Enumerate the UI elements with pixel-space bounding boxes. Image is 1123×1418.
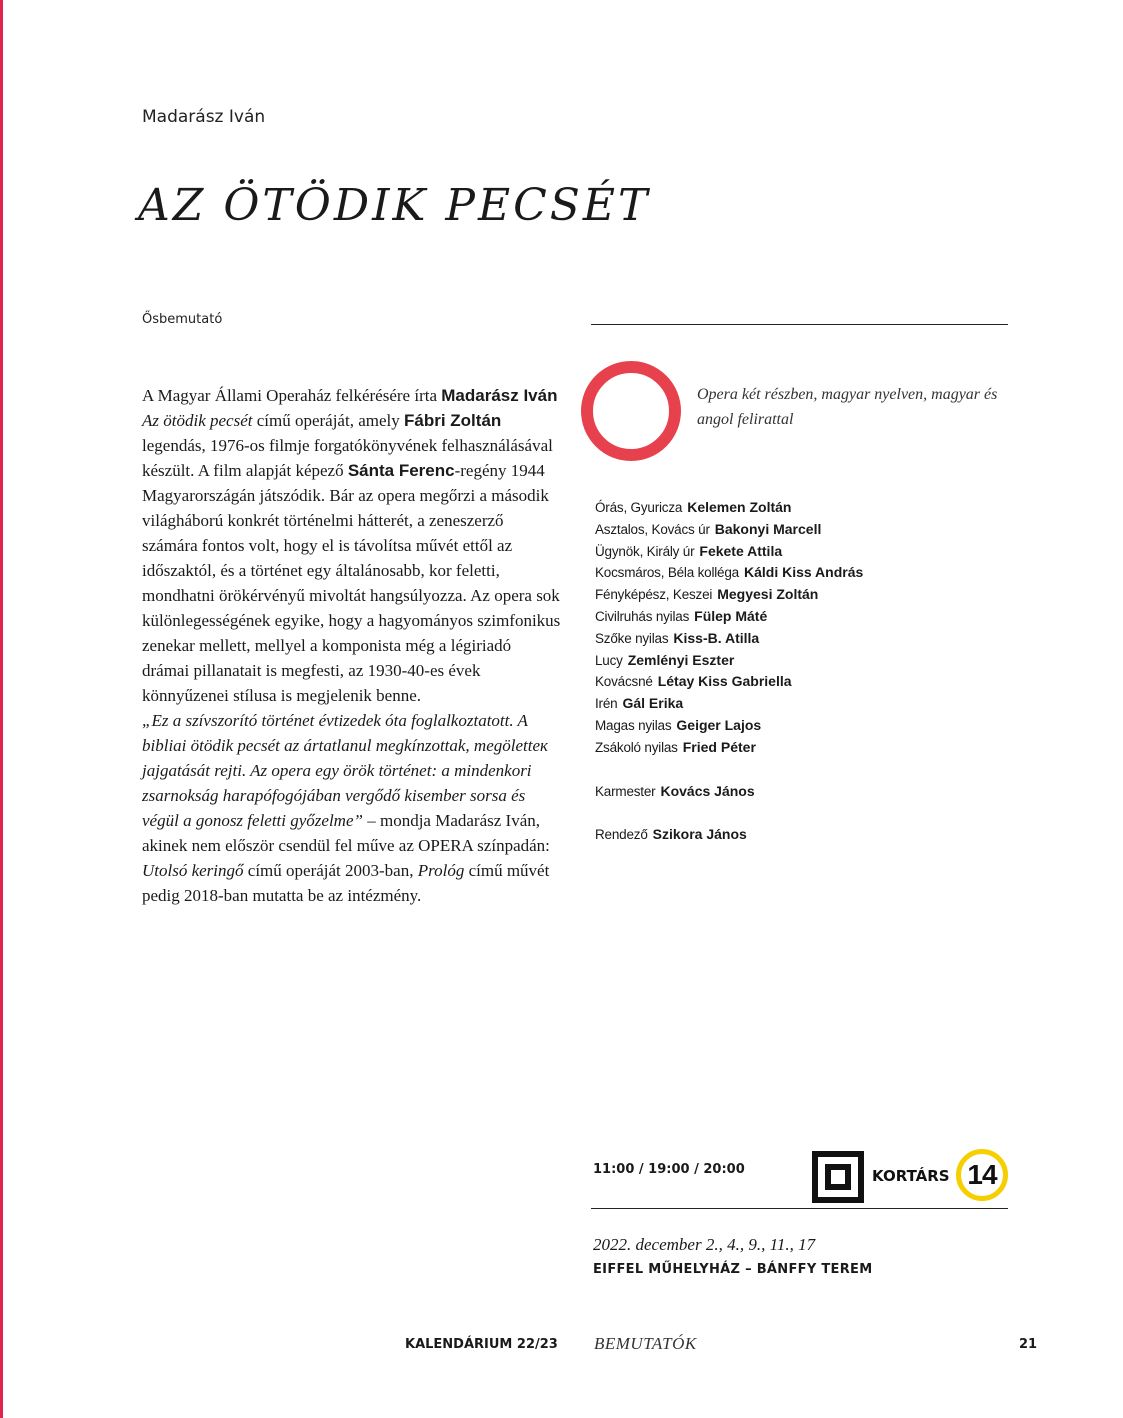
footer-section: BEMUTATÓK: [594, 1334, 697, 1353]
cast-row: Asztalos, Kovács úr Bakonyi Marcell: [595, 520, 822, 537]
page-title: AZ ÖTÖDIK PECSÉT: [138, 180, 651, 231]
intro-paragraph: A Magyar Állami Operaház felkérésére írta Madarász Iván Az ötödik pecsét című operáját, amely Fábri Zoltán legendás, 1976-os filmje forgatókönyvének felhasználásával készült. A film alapját képező Sánta Ferenc-regény 1944 Magyarországán játszódik. Bár az opera megőrzi a második világháború konkrét történelmi hátterét, a zeneszerző számára fontos volt, hogy el is távolítsa művét ettől az időszaktól, és a történet egy általánosabb, kor feletti, mondhatni örökérvényű mivoltát hangsúlyozza. Az opera sok különlegességének egyike, hogy a hagyományos szimfonikus zenekar mellett, mellyel a komponista még a légiriadó drámai pillanatait is megfesti, az 1930-40-es évek könnyűzenei stílusa is megjelenik benne.: [142, 386, 561, 705]
premiere-label: Ősbemutató: [142, 312, 223, 327]
quote-paragraph: „Ez a szívszorító történet évtizedek óta foglalkoztatott. A bibliai ötödik pecsét az ártatlanul megkínzottak, megöletteк jajgatását rejti. Az opera egy örök történet: a mindenkori zsarnokság harapófogójában vergődő kisember sorsa és végül a gonosz feletti győzelme” – mondja Madarász Iván, akinek nem először csendül fel műve az OPERA színpadán: Utolsó keringő című operáját 2003-ban, Prológ című művét pedig 2018-ban mutatta be az intézmény.: [142, 711, 550, 905]
author-name: Madarász Iván: [142, 107, 266, 127]
intro-text: [142, 383, 562, 908]
category-label: KORTÁRS: [872, 1167, 950, 1185]
contemporary-square-icon: [812, 1151, 864, 1203]
cast-row: Kovácsné Létay Kiss Gabriella: [595, 673, 792, 690]
cast-row: Zsákoló nyilas Fried Péter: [595, 738, 756, 755]
footer-publication: KALENDÁRIUM 22/23: [405, 1337, 558, 1352]
cast-row: Szőke nyilas Kiss-B. Atilla: [595, 629, 760, 646]
genre-description: Opera két részben, magyar nyelven, magyar és angol felirattal: [697, 386, 998, 428]
performance-dates: 2022. december 2., 4., 9., 11., 17: [593, 1235, 816, 1254]
page-number: 21: [1019, 1337, 1038, 1352]
cast-row: Lucy Zemlényi Eszter: [595, 651, 735, 668]
red-ring-icon: [581, 361, 681, 461]
page-edge-rule: [0, 0, 3, 1418]
venue-name: EIFFEL MŰHELYHÁZ – BÁNFFY TEREM: [593, 1262, 873, 1277]
bottom-divider: [591, 1208, 1008, 1209]
cast-list: [595, 497, 863, 846]
director-row: Rendező Szikora János: [595, 826, 747, 843]
cast-row: Fényképész, Keszei Megyesi Zoltán: [595, 586, 819, 603]
cast-row: Ügynök, Király úr Fekete Attila: [595, 542, 783, 559]
conductor-row: Karmester Kovács János: [595, 782, 755, 799]
cast-row: Kocsmáros, Béla kolléga Káldi Kiss András: [595, 564, 864, 581]
top-divider: [591, 324, 1008, 325]
cast-row: Órás, Gyuricza Kelemen Zoltán: [595, 499, 792, 515]
cast-row: Civilruhás nyilas Fülep Máté: [595, 607, 768, 624]
age-rating-badge: 14: [956, 1149, 1008, 1201]
cast-row: Magas nyilas Geiger Lajos: [595, 716, 762, 733]
show-times: 11:00 / 19:00 / 20:00: [593, 1162, 745, 1177]
cast-row: Irén Gál Erika: [595, 695, 684, 712]
